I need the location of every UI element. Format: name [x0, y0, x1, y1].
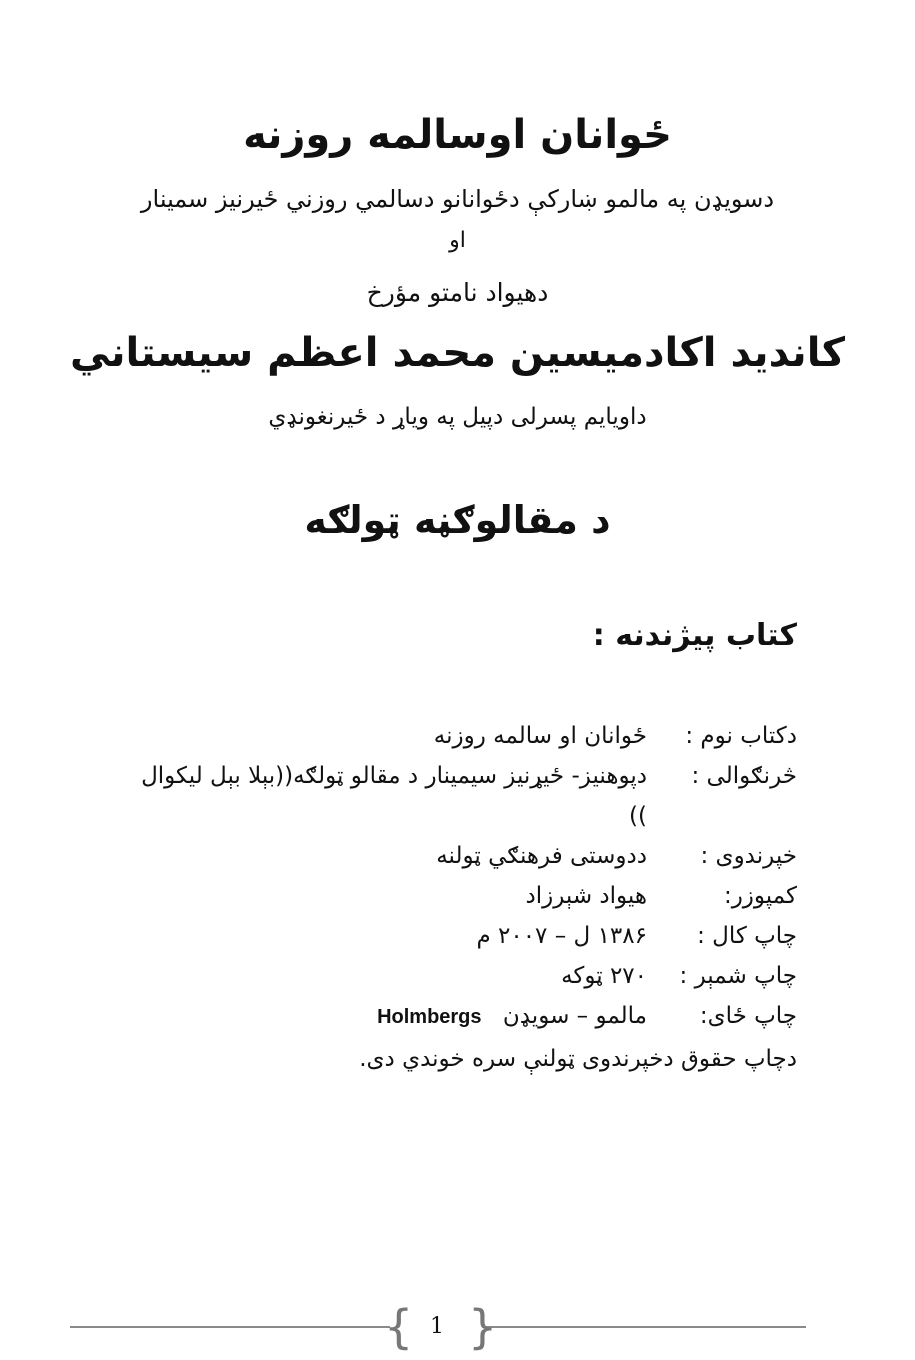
rights-note: دچاپ حقوق دخپرندوی ټولنې سره خوندي دی. [359, 1046, 797, 1072]
detail-row-year [117, 916, 797, 956]
detail-value: ۲۷۰ ټوکه [561, 963, 647, 989]
bracket-left-icon: { [384, 1300, 414, 1354]
subtitle-historian: دهیواد نامتو مؤرخ [366, 278, 549, 307]
subtitle-and: او [449, 228, 466, 253]
footer-rule-left [70, 1326, 390, 1328]
book-details [117, 716, 797, 1079]
detail-label: څرنګوالی : [691, 763, 797, 789]
page-number: 1 [430, 1314, 444, 1339]
section-heading: کتاب پیژندنه : [592, 618, 797, 653]
detail-value: ۱۳۸۶ ل – ۲۰۰۷ م [476, 923, 647, 949]
dedication-line: داویایم پسرلی دپیل په ویاړ د ځیرنغونډي [268, 404, 647, 430]
detail-value: دپوهنیز- ځیړنیز سیمینار د مقالو ټولګه((بېلا بېل لیکوال )) [141, 763, 647, 829]
detail-row-name [117, 716, 797, 756]
detail-label: چاپ شمېر : [679, 963, 797, 989]
detail-value: ځوانان او سالمه روزنه [433, 723, 647, 749]
bracket-right-icon: } [468, 1300, 498, 1354]
detail-row-copies [117, 956, 797, 996]
detail-row-composer [117, 876, 797, 916]
detail-label: چاپ ځای: [699, 1003, 797, 1029]
detail-row-place [117, 996, 797, 1037]
detail-label: چاپ کال : [697, 923, 797, 949]
detail-label: خپرندوی : [700, 843, 797, 869]
person-name: کاندید اکادمیسین محمد اعظم سیستاني [70, 330, 845, 376]
subtitle-seminar: دسویډن په مالمو ښارکې دځوانانو دسالمي روزني ځیرنیز سمینار [140, 185, 775, 213]
detail-value-group [117, 996, 647, 1037]
detail-value: مالمو – سویډن [502, 1003, 647, 1029]
detail-row-publisher [117, 836, 797, 876]
detail-label: دکتاب نوم : [685, 723, 797, 749]
printer-name: Holmbergs [377, 1006, 482, 1028]
detail-row-description [117, 756, 797, 836]
detail-value: هیواد شېرزاد [525, 883, 647, 909]
detail-label: کمپوزر: [723, 883, 797, 909]
detail-value: ددوستی فرهنګي ټولنه [436, 843, 647, 869]
book-title: ځوانان اوسالمه روزنه [243, 112, 672, 158]
collection-title: د مقالوګڼه ټولګه [304, 498, 611, 542]
footer-rule-right [484, 1326, 806, 1328]
